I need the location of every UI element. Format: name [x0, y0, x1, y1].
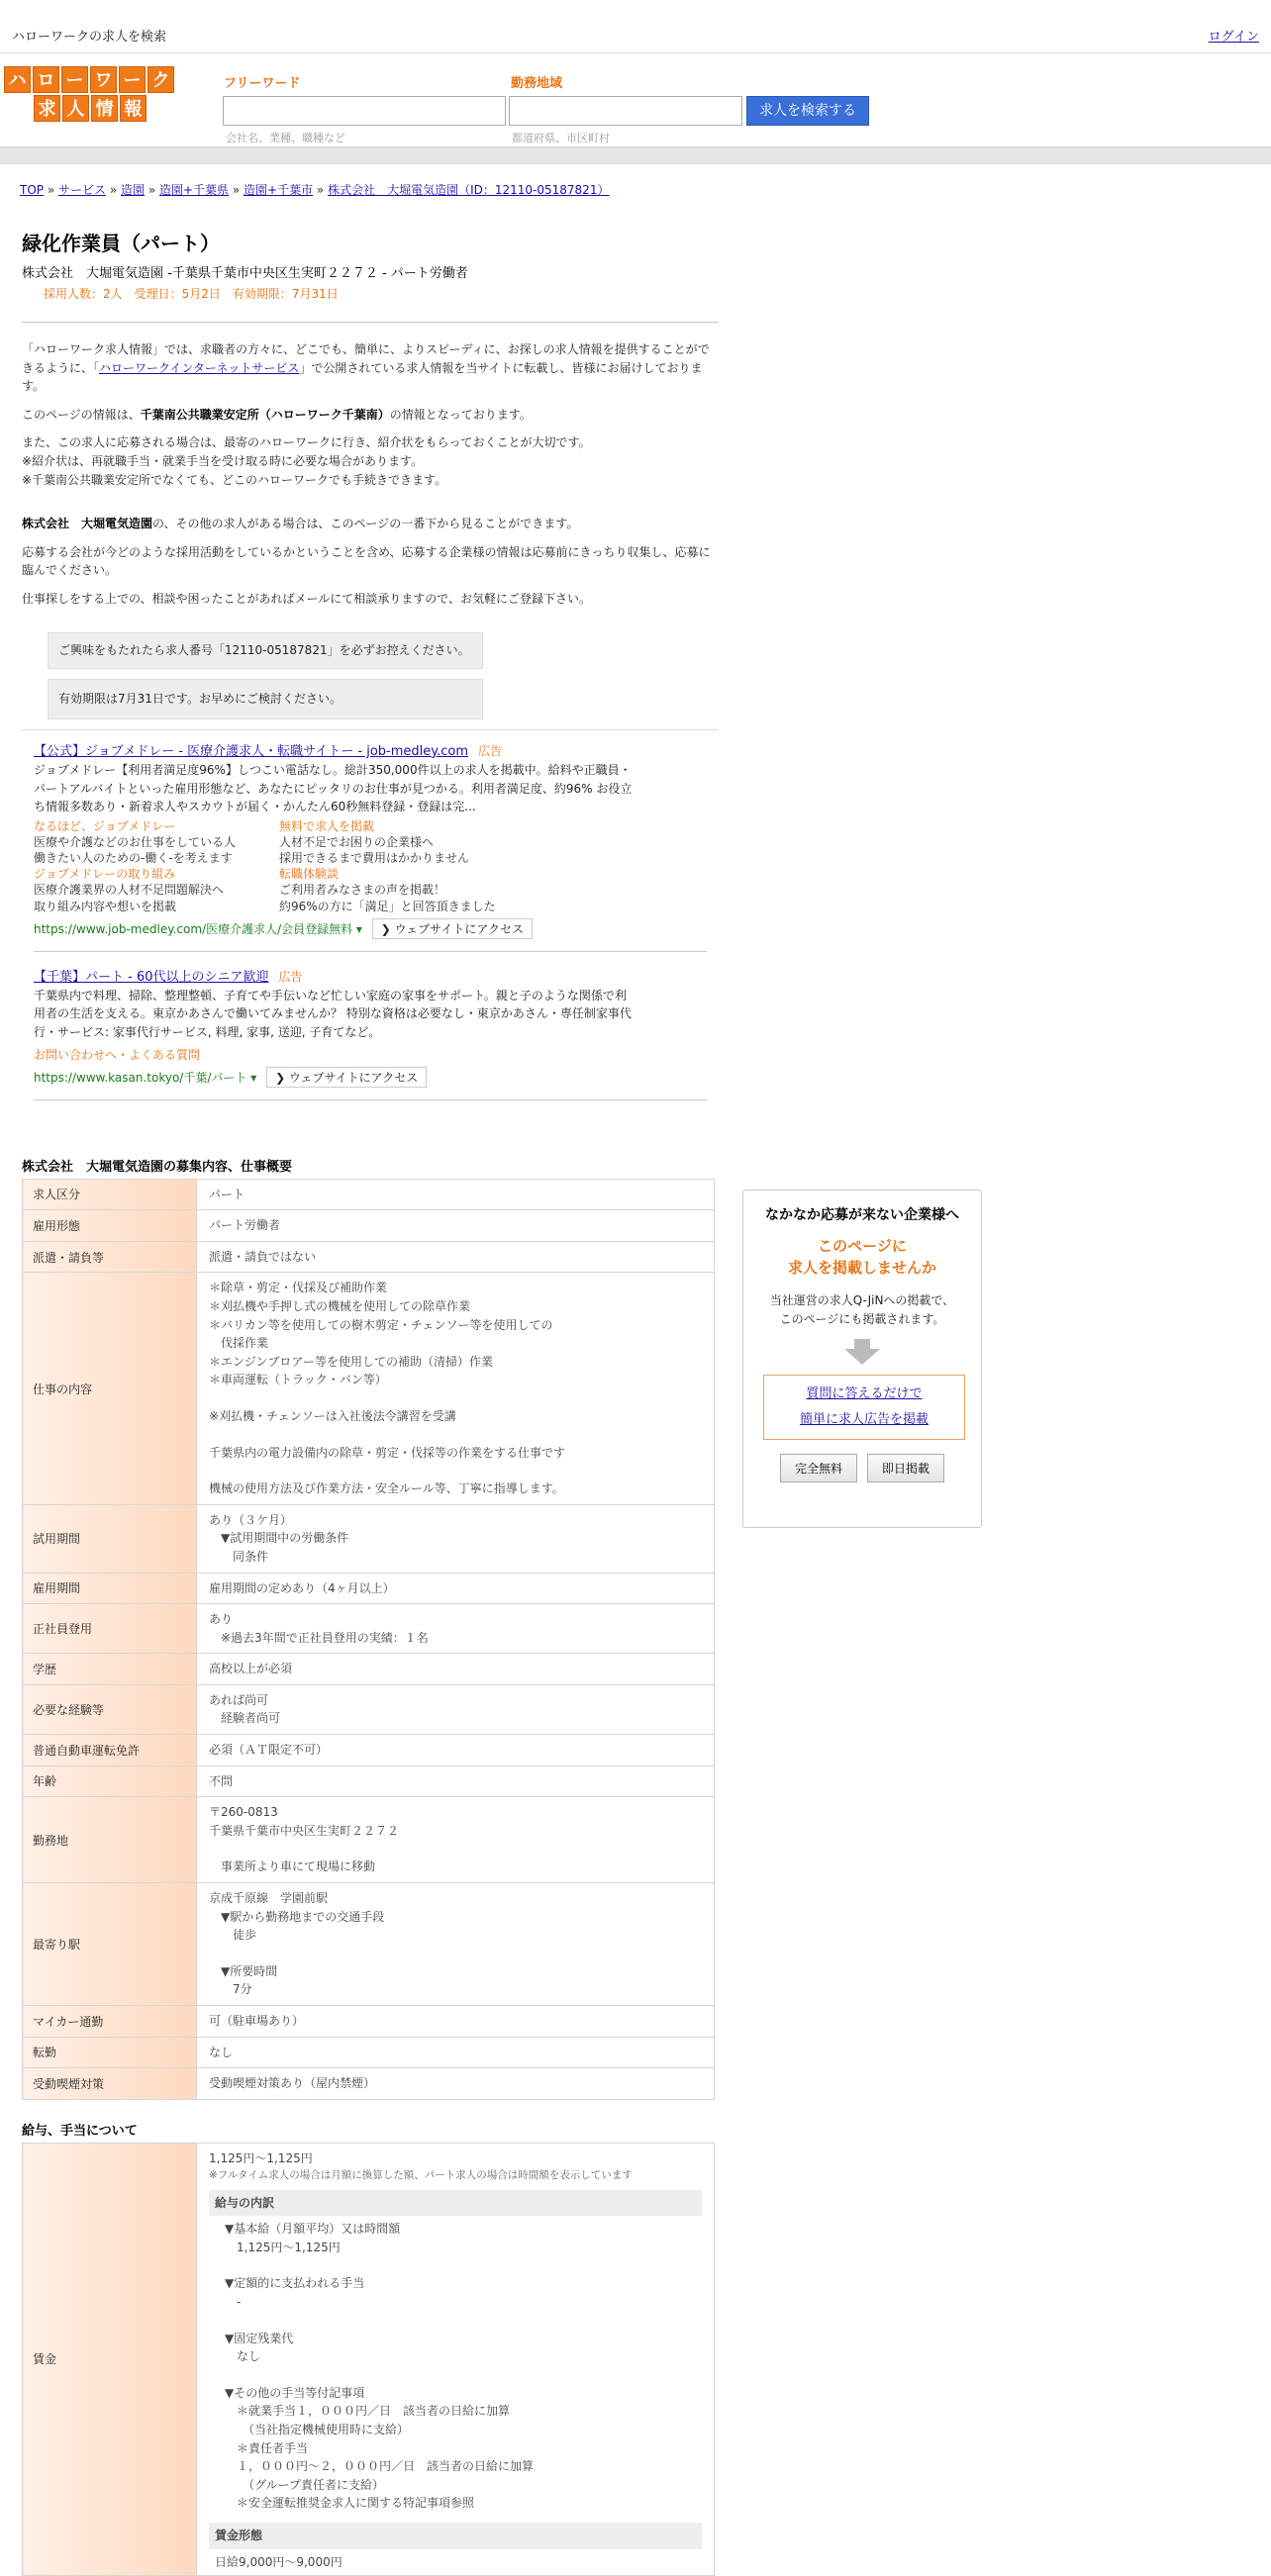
table-value: 雇用期間の定めあり（4ヶ月以上） [197, 1573, 715, 1604]
table-value: 〒260-0813 千葉県千葉市中央区生実町２２７２ 事業所より車にて現場に移動 [197, 1797, 715, 1883]
table-row [23, 2037, 715, 2068]
same-day-button[interactable]: 即日掲載 [867, 1454, 944, 1482]
promo-link-post[interactable]: 簡単に求人広告を掲載 [799, 1411, 929, 1427]
breadcrumb-service[interactable]: サービス [58, 183, 107, 197]
table-value: 高校以上が必須 [197, 1654, 715, 1685]
ad-url[interactable]: https://www.kasan.tokyo/千葉/パート ▾ ❯ ウェブサイトにアクセス [34, 1067, 709, 1088]
intro-p4: 株式会社 大堀電気造園の、その他の求人がある場合は、このページの一番下から見ることができます。 [22, 517, 579, 531]
table-key: 必要な経験等 [23, 1684, 197, 1734]
table-value: あれば尚可 経験者尚可 [197, 1684, 715, 1734]
table-row [23, 1210, 715, 1242]
table-value: ＊除草・剪定・伐採及び補助作業 ＊刈払機や手押し式の機械を使用しての除草作業 ＊バリカン等を使用しての樹木剪定・チェンソー等を使用しての 伐採作業 ＊エンジンブロアー等を使用しての補助（清掃）作業 ＊車両運転（トラック・バン等） ※刈払機・チェンソーは入社後法令講習を受講 千葉県内の電力設備内の除草・剪定・伐採等の作業をする仕事です 機械の使用方法及び作業方法・安全ルール等、丁寧に指導します。 [197, 1273, 715, 1504]
promo-link-answer[interactable]: 質問に答えるだけで [806, 1385, 923, 1401]
table-key: 賃金 [23, 2143, 197, 2575]
table-row [23, 1765, 715, 1797]
promo-catch: このページに 求人を掲載しませんか [787, 1237, 936, 1277]
table-value: パート労働者 [197, 1210, 715, 1242]
table-value: 派遣・請負ではない [197, 1241, 715, 1273]
breadcrumb-company[interactable]: 株式会社 大堀電気造園（ID：12110-05187821） [328, 183, 610, 197]
breadcrumb: TOP » サービス » 造園 » 造園+千葉県 » 造園+千葉市 » 株式会社 大堀電気造園（ID：12110-05187821） [20, 183, 610, 197]
table-row [23, 1684, 715, 1734]
wage-breakdown-label: 給与の内訳 [209, 2190, 702, 2217]
section-title-wage: 給与、手当について [22, 2123, 138, 2139]
hellowork-internet-link[interactable]: ハローワークインターネットサービス [99, 360, 300, 375]
intro-p1: 「ハローワーク求人情報」では、求職者の方々に、どこでも、簡単に、よりスピーディに、お探しの求人情報を提供することができるように、「ハローワークインターネットサービス」で公開されている求人情報を当サイトに転載し、皆様にお届けしております。 [22, 342, 710, 394]
notice-job-number: ご興味をもたれたら求人番号「12110-05187821」を必ずお控えください。 [48, 632, 483, 669]
table-row [23, 2143, 715, 2575]
breadcrumb-zoen[interactable]: 造園 [121, 183, 146, 197]
table-key: マイカー通勤 [23, 2006, 197, 2038]
divider [22, 322, 719, 323]
wage-form-value: 日給9,000円〜9,000円 [215, 2554, 342, 2569]
ad-sitelink[interactable]: お問い合わせへ・よくある質問 [34, 1047, 201, 1062]
ad-badge: 広告 [278, 969, 303, 984]
ad-url[interactable]: https://www.job-medley.com/医療介護求人/会員登録無料 ▾ ❯ ウェブサイトにアクセス [34, 918, 709, 939]
section-title-job-details: 株式会社 大堀電気造園の募集内容、仕事概要 [22, 1159, 293, 1175]
login-link[interactable]: ログイン [1208, 30, 1259, 45]
breadcrumb-zoen-chibashi[interactable]: 造園+千葉市 [244, 183, 314, 197]
table-key: 求人区分 [23, 1179, 197, 1210]
table-value: 不問 [197, 1765, 715, 1797]
ad-section [22, 729, 719, 1100]
employer-promo-box [742, 1190, 982, 1528]
down-arrow-icon [844, 1349, 880, 1365]
table-value: なし [197, 2037, 715, 2068]
ad-item [22, 730, 719, 951]
table-value [197, 2143, 715, 2575]
breadcrumb-zoen-chiba[interactable]: 造園+千葉県 [159, 183, 230, 197]
wage-form-label: 賃金形態 [209, 2523, 702, 2549]
header-divider [0, 146, 1271, 164]
ad-sitelink[interactable]: なるほど、ジョブメドレー 医療や介護などのお仕事をしている人 働きたい人のための-働く-を考えます [34, 818, 237, 866]
table-row [23, 1273, 715, 1504]
ad-sitelink[interactable]: 無料で求人を掲載 人材不足でお困りの企業様へ 採用できるまで費用はかかりません [279, 818, 470, 866]
table-key: 最寄り駅 [23, 1883, 197, 2006]
promo-title: なかなか応募が来ない企業様へ [765, 1207, 959, 1223]
table-row [23, 2068, 715, 2100]
promo-text: 当社運営の求人Q-JiNへの掲載で、 このページにも掲載されます。 [769, 1292, 955, 1326]
promo-buttons [743, 1454, 981, 1482]
site-logo[interactable]: ハ ロ ー ワ ー ク 求 人 情 報 [4, 66, 180, 126]
table-row [23, 1883, 715, 2006]
ad-badge: 広告 [477, 743, 502, 758]
table-key: 学歴 [23, 1654, 197, 1685]
free-button[interactable]: 完全無料 [780, 1454, 857, 1482]
promo-links [763, 1375, 965, 1440]
table-row [23, 1604, 715, 1654]
freeword-hint: 会社名、業種、職種など [226, 132, 345, 144]
table-key: 試用期間 [23, 1504, 197, 1573]
freeword-label: フリーワード [224, 76, 301, 91]
table-row [23, 1573, 715, 1604]
ad-sitelink[interactable]: 転職体験談 ご利用者みなさまの声を掲載！ 約96%の方に「満足」と回答頂きました [279, 867, 496, 913]
main-content [22, 228, 719, 2576]
ad-description: 千葉県内で料理、掃除、整理整頓、子育てや手伝いなど忙しい家庭の家事をサポート。親と子のような関係で利用者の生活を支える。東京かあさんで働いてみませんか？ 特別な資格は必要なし・東京かあさん・専任制家事代行・サービス: 家事代行サービス, 料理, 家事, 送迎, 子育てなど。 [34, 988, 632, 1039]
table-key: 受動喫煙対策 [23, 2068, 197, 2100]
table-value: 必須（ＡＴ限定不可） [197, 1735, 715, 1766]
area-label: 勤務地域 [511, 76, 563, 91]
table-row [23, 2006, 715, 2038]
ad-title[interactable]: 【公式】ジョブメドレー - 医療介護求人・転職サイトー - job-medley.com [34, 743, 468, 759]
freeword-input[interactable] [223, 96, 506, 126]
ad-sitelinks [34, 818, 709, 914]
table-key: 正社員登用 [23, 1604, 197, 1654]
table-value: あり ※過去3年間で正社員登用の実績：１名 [197, 1604, 715, 1654]
intro-text [22, 340, 719, 609]
table-key: 派遣・請負等 [23, 1241, 197, 1273]
ad-sitelink[interactable]: ジョブメドレーの取り組み 医療介護業界の人材不足問題解決へ 取り組み内容や想いを掲載 [34, 867, 225, 913]
table-row [23, 1504, 715, 1573]
notice-expiry: 有効期限は7月31日です。お早めにご検討ください。 [48, 679, 483, 719]
job-details-table [22, 1179, 715, 2100]
table-row [23, 1179, 715, 1210]
search-button[interactable]: 求人を検索する [746, 96, 869, 126]
site-title: ハローワークの求人を検索 [12, 30, 167, 45]
table-key: 雇用期間 [23, 1573, 197, 1604]
visit-website-button[interactable]: ❯ ウェブサイトにアクセス [372, 918, 533, 939]
job-title: 緑化作業員（パート） [22, 232, 220, 255]
table-key: 転勤 [23, 2037, 197, 2068]
table-value: 可（駐車場あり） [197, 2006, 715, 2038]
top-bar [0, 0, 1271, 53]
table-row [23, 1241, 715, 1273]
table-value: パート [197, 1179, 715, 1210]
search-header [0, 54, 1271, 145]
visit-website-button[interactable]: ❯ ウェブサイトにアクセス [266, 1067, 427, 1088]
table-key: 普通自動車運転免許 [23, 1735, 197, 1766]
wage-range: 1,125円〜1,125円 [209, 2150, 313, 2165]
table-key: 年齢 [23, 1765, 197, 1797]
intro-p6: 仕事探しをする上での、相談や困ったことがあればメールにて相談承りますので、お気軽にご登録下さい。 [22, 591, 592, 606]
ad-title[interactable]: 【千葉】パート - 60代以上のシニア歓迎 [34, 969, 269, 985]
table-value: あり（３ケ月） ▼試用期間中の労働条件 同条件 [197, 1504, 715, 1573]
ad-description: ジョブメドレー【利用者満足度96%】しつこい電話なし。総計350,000件以上の求人を掲載中。給料や正職員・パートアルバイトといった雇用形態など、あなたにピッタリのお仕事が見つかる。利用者満足度、約96% お役立ち情報多数あり・新着求人やスカウトが届く・かんたん60秒無料登録・登録は完... [34, 762, 633, 814]
table-key: 仕事の内容 [23, 1273, 197, 1504]
intro-p3: また、この求人に応募される場合は、最寄のハローワークに行き、紹介状をもらっておくことが大切です。 ※紹介状は、再就職手当・就業手当を受け取る時に必要な場合があります。 ※千葉南公共職業安定所でなくても、どこのハローワークでも手続きできます。 [22, 435, 591, 487]
job-meta: 採用人数：2人 受理日：5月2日 有効期限：7月31日 [44, 287, 339, 301]
table-row [23, 1797, 715, 1883]
table-row [23, 1735, 715, 1766]
area-input[interactable] [509, 96, 742, 126]
ad-item [22, 952, 719, 1099]
table-value: 受動喫煙対策あり（屋内禁煙） [197, 2068, 715, 2100]
wage-note: ※フルタイム求人の場合は月額に換算した額、パート求人の場合は時間額を表示しています [209, 2169, 633, 2182]
down-arrow-icon [854, 1339, 870, 1349]
table-key: 勤務地 [23, 1797, 197, 1883]
table-row [23, 1654, 715, 1685]
table-value: 京成千原線 学園前駅 ▼駅から勤務地までの交通手段 徒歩 ▼所要時間 7分 [197, 1883, 715, 2006]
intro-p2: このページの情報は、千葉南公共職業安定所（ハローワーク千葉南）の情報となっております。 [22, 407, 532, 422]
breadcrumb-top[interactable]: TOP [20, 183, 45, 197]
wage-table [22, 2143, 715, 2576]
intro-p5: 応募する会社が今どのような採用活動をしているかということを含め、応募する企業様の情報は応募前にきっちり収集し、応募に臨んでください。 [22, 544, 711, 578]
wage-breakdown: ▼基本給（月額平均）又は時間額 1,125円〜1,125円 ▼定額的に支払われる手当 - ▼固定残業代 なし ▼その他の手当等付記事項 ＊就業手当１，０００円／日 該当者の日給に加算 （当社指定機械使用時に支給） ＊責任者手当 １，０００円〜２，０００円／日 該当者の日給に加算 （グループ責任者に支給） ＊安全運転推奨金求人に関する特記事項参照 [225, 2222, 535, 2511]
table-key: 雇用形態 [23, 1210, 197, 1242]
area-hint: 都道府県、市区町村 [512, 132, 610, 144]
job-subtitle: 株式会社 大堀電気造園 -千葉県千葉市中央区生実町２２７２ - パート労働者 [22, 266, 468, 281]
